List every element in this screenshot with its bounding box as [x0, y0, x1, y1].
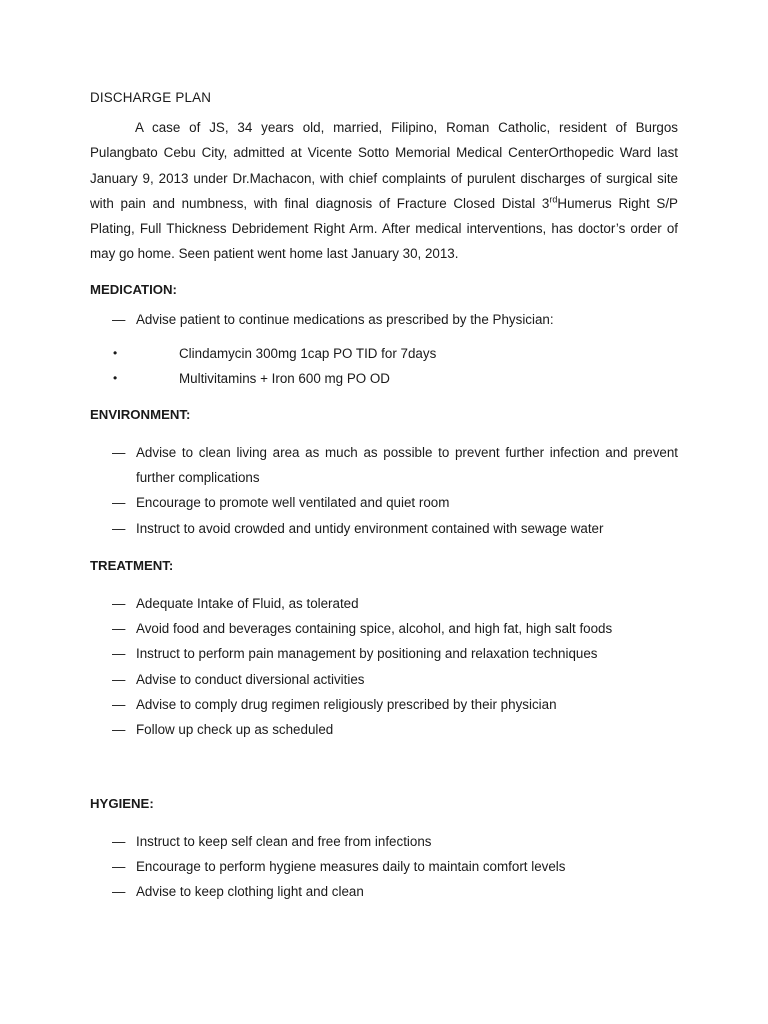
dash-marker: — — [112, 312, 126, 327]
list-item — [112, 854, 678, 879]
dash-marker: — — [112, 621, 126, 637]
dash-marker: — — [112, 722, 126, 738]
list-item — [112, 641, 678, 666]
environment-heading: ENVIRONMENT: — [90, 407, 191, 422]
medication-instructions-list — [112, 307, 678, 332]
list-item — [113, 341, 673, 366]
environment-list — [112, 440, 678, 541]
dash-marker: — — [112, 495, 126, 511]
list-item-text: Advise to conduct diversional activities — [136, 671, 365, 687]
list-item — [112, 307, 678, 332]
hygiene-heading: HYGIENE: — [90, 796, 154, 811]
medication-heading: MEDICATION: — [90, 282, 177, 297]
list-item-text: Adequate Intake of Fluid, as tolerated — [136, 596, 359, 611]
dash-marker: — — [112, 834, 126, 849]
list-item — [112, 616, 678, 641]
case-summary-paragraph — [90, 115, 678, 267]
list-item — [112, 829, 678, 854]
hygiene-list — [112, 829, 678, 905]
drug-text: Clindamycin 300mg 1cap PO TID for 7days — [179, 346, 437, 361]
dash-marker: — — [112, 520, 126, 536]
case-summary-text-part2: Humerus Right S/P Plating, Full Thickness Debridement Right Arm. After medical interventions, has doctor’s order of may go home. Seen patient went home last January 30, 2013. — [90, 195, 678, 262]
list-item-text: Instruct to perform pain management by positioning and relaxation techniques — [136, 646, 598, 662]
list-item-text: Follow up check up as scheduled — [136, 722, 334, 738]
list-item-text: Advise to comply drug regimen religiously prescribed by their physician — [136, 696, 557, 712]
list-item — [113, 366, 673, 391]
list-item — [112, 667, 678, 692]
drug-text: Multivitamins + Iron 600 mg PO OD — [179, 371, 390, 387]
list-item — [112, 440, 678, 490]
dash-marker: — — [112, 646, 126, 662]
dash-marker: — — [112, 596, 126, 611]
list-item — [112, 516, 678, 541]
treatment-heading: TREATMENT: — [90, 558, 174, 573]
list-item-text: Advise patient to continue medications as prescribed by the Physician: — [136, 312, 554, 327]
list-item — [112, 879, 678, 904]
list-item-text: Advise to keep clothing light and clean — [136, 884, 364, 900]
dash-marker: — — [112, 884, 126, 900]
ordinal-superscript: rd — [549, 194, 558, 205]
bullet-marker: • — [113, 371, 118, 386]
dash-marker: — — [112, 671, 126, 687]
list-item-text: Advise to clean living area as much as possible to prevent further infection and prevent further complications — [136, 445, 678, 486]
dash-marker: — — [112, 859, 126, 875]
dash-marker: — — [112, 696, 126, 712]
list-item-text: Instruct to avoid crowded and untidy environment contained with sewage water — [136, 520, 604, 536]
list-item — [112, 490, 678, 515]
dash-marker: — — [112, 445, 126, 460]
medication-drug-list — [113, 341, 673, 391]
list-item-text: Encourage to perform hygiene measures daily to maintain comfort levels — [136, 859, 566, 875]
list-item-text: Instruct to keep self clean and free from infections — [136, 834, 432, 849]
bullet-marker: • — [113, 346, 118, 360]
list-item-text: Avoid food and beverages containing spice, alcohol, and high fat, high salt foods — [136, 621, 613, 637]
case-summary-text-part1: A case of JS, 34 years old, married, Filipino, Roman Catholic, resident of Burgos Pulangbato Cebu City, admitted at Vicente Sotto Memorial Medical CenterOrthopedic Ward last January 9, 2013 under Dr.Machacon, with chief complaints of purulent discharges of surgical site with pain and numbness, with final diagnosis of Fracture Closed Distal 3 — [90, 120, 678, 211]
list-item — [112, 591, 678, 616]
document-title: DISCHARGE PLAN — [90, 90, 212, 105]
treatment-list — [112, 591, 678, 742]
list-item-text: Encourage to promote well ventilated and quiet room — [136, 495, 450, 511]
list-item — [112, 692, 678, 717]
list-item — [112, 717, 678, 742]
